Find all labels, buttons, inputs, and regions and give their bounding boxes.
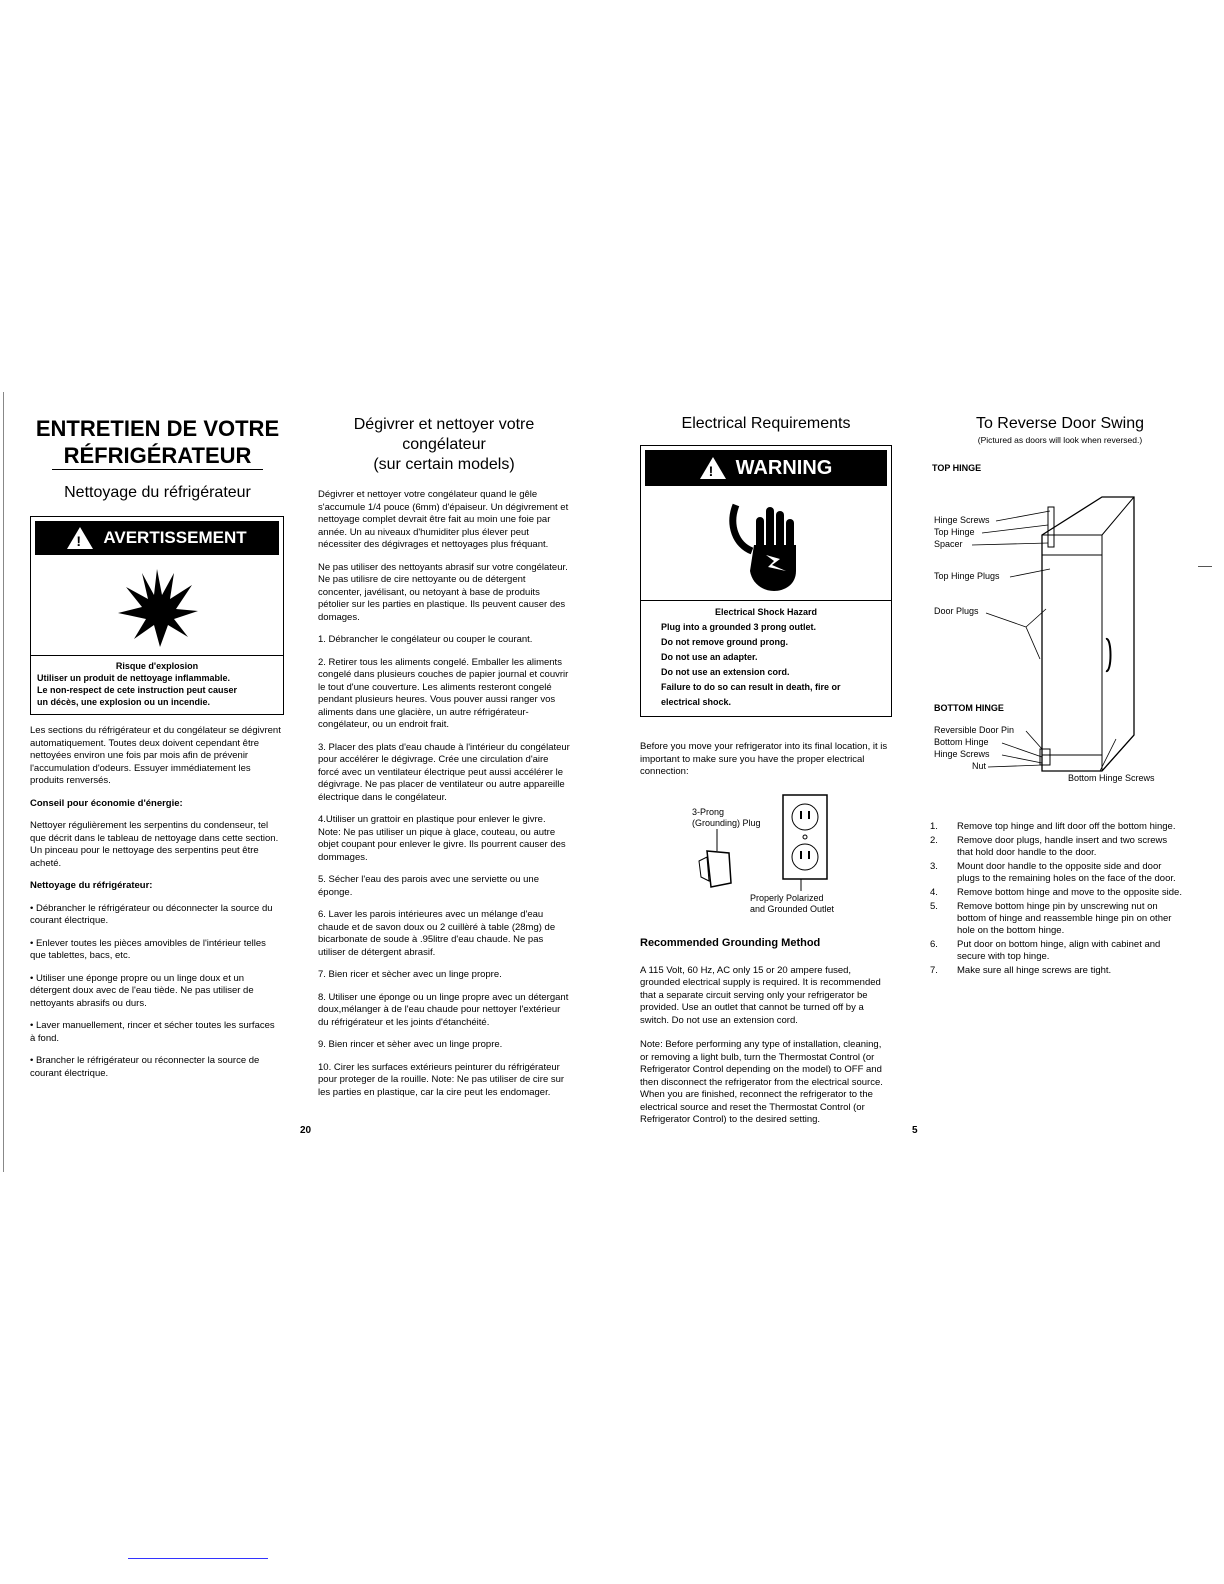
label-top-hinge: Top Hinge — [934, 527, 975, 537]
page-number-20: 20 — [300, 1125, 312, 1136]
col2-title: Dégivrer et nettoyer votre congélateur (sur certain models) — [353, 416, 535, 473]
col-degivrer — [318, 415, 570, 1109]
col-reverse-door — [930, 415, 1190, 979]
grounding-text: A 115 Volt, 60 Hz, AC only 15 or 20 ampere fused, grounded electrical supply is required. It is recommended that a separate circuit serving only your refrigerator be provided. Use an outlet that cannot be turned off by a switch. Do not use an extension cord. — [640, 964, 881, 1026]
shock-hand-icon — [641, 490, 891, 601]
label-spacer: Spacer — [934, 539, 963, 549]
label-hinge-screws: Hinge Screws — [934, 515, 990, 525]
outlet-label: Properly Polarized and Grounded Outlet — [750, 892, 835, 914]
warning-triangle-icon: ! — [67, 527, 93, 549]
hazard-text: Electrical Shock Hazard Plug into a grounded 3 prong outlet. Do not remove ground prong. Do not use an adapter. Do not use an extension cord. Failure to do so can result in death, fire or electrical shock. — [661, 607, 841, 707]
page-number-5: 5 — [912, 1125, 918, 1136]
step-item: 3. Mount door handle to the opposite side and door plugs to the remaining holes on the face of the door. — [930, 861, 1176, 884]
before-move-text: Before you move your refrigerator into its final location, it is important to make sure you have the proper electrical connection: — [640, 741, 888, 777]
explosion-icon — [31, 559, 283, 656]
electrical-warning-box — [640, 445, 892, 717]
bullet: • Brancher le réfrigérateur ou réconnecter la source de courant électrique. — [30, 1055, 260, 1079]
col2-body: Dégivrer et nettoyer votre congélateur quand le gêle s'accumule 1/4 pouce (6mm) d'épaiseur. Un dégivrement et nettoyage complet devrait être fait au moin une foie par année. Un au niveaux d'humiditer plus élever peut nécessiter des dégivrages et nettoyages plus fréquant. Ne pas utiliser des nettoyants abrasif sur votre congélateur. Ne pas utilisre de cire nettoyante ou de détergent concenter, javélisant, ou netoyant à base de produits pétolier sur les parties en plastique. Ils peuvent causer des domages. 1. Débrancher le congélateur ou couper le courant. 2. Retirer tous les aliments congelé. Emballer les aliments congelé dans plusieurs couches de papier journal et couvrir le tout d'une couverture. Les aliments resteront congelé pendant plusieurs heures. Vous pouver aussi ranger vos aliments dans une glacière, un autre réfrigérateur-congélateur, ou un endroit frait. 3. Placer des plats d'eau chaude à l'intérieur du congélateur pour accélérer le dégivrage. Crée une circulation d'aire forcé avec un ventilateur électrique peut aussi accélérer le dégivrage. Ne pas placer de ventilateur ou autre appareille électrique dans le congélateur. 4.Utiliser un grattoir en plastique pour enlever le givre. Note: Ne pas utiliser un pique à glace, couteau, ou autre objet coupant pour enlever le givre. Ils pourrent causer des dommages. 5. Sécher l'eau des parois avec une serviette ou une éponge. 6. Laver les parois intérieures avec un mélange d'eau chaude et de savon doux ou 2 cuillèré à table (28mg) de bicarbonate de soude à .95litre d'eau chaude. Ne pas utiliser de détergent abrasif. 7. Bien ricer et sècher avec un linge propre. 8. Utiliser une éponge ou un linge propre avec un détergant doux,mélanger à de l'eau chaude pour nettoyer l'extérieur du réfrigérateur et les joints d'étanchéité. 9. Bien rincer et sèher avec un linge propre. 10. Cirer les surfaces extérieurs peinturer du réfrigérateur pour proteger de la rouille. Note: Ne pas utiliser de cire sur les parties en plastique, car la cire peut les endomager. — [318, 489, 570, 1098]
col-electrical — [640, 415, 892, 1127]
step-item: 7. Make sure all hinge screws are tight. — [930, 965, 1112, 976]
label-reversible-pin: Reversible Door Pin — [934, 725, 1015, 735]
note-text: Note: Before performing any type of installation, cleaning, or removing a light bulb, turn the Thermostat Control (or Refrigerator Control depending on the model) to OFF and then disconnect the refrigerator from the electrical source. When you are finished, reconnect the refrigerator to the electrical source and reset the Thermostat Control (or Refrigerator Control) to the desired setting. — [640, 1039, 883, 1125]
step-item: 2. Remove door plugs, handle insert and two screws that hold door handle to the door. — [930, 835, 1168, 858]
left-edge-line — [3, 392, 4, 1172]
label-nut: Nut — [972, 761, 987, 771]
step-item: 6. Put door on bottom hinge, align with cabinet and secure with top hinge. — [930, 939, 1161, 962]
reverse-subtitle: (Pictured as doors will look when reversed.) — [977, 435, 1143, 445]
warning-triangle-icon: ! — [700, 457, 726, 479]
reverse-title: To Reverse Door Swing — [975, 415, 1145, 432]
bullet: • Laver manuellement, rincer et sécher toutes les surfaces à fond. — [30, 1020, 275, 1044]
electrical-title: Electrical Requirements — [681, 415, 851, 432]
top-hinge-heading: TOP HINGE — [932, 463, 982, 473]
col-entretien — [30, 415, 285, 1090]
warning-box — [30, 516, 284, 715]
page-title: ENTRETIEN DE VOTRE RÉFRIGÉRATEUR — [35, 416, 280, 468]
warning-text: Risque d'explosion Utiliser un produit de nettoyage inflammable. Le non-respect de cete instruction peut causer un décès, une explosion ou un incendie. — [37, 661, 238, 707]
plug-label: 3-Prong (Grounding) Plug — [692, 806, 761, 828]
col1-body: Les sections du réfrigérateur et du congélateur se dégivrent automatiquement. Toutes deux doivent cependant être nettoyées environ une fois par mois afin de prévenir l'accumulation d'odeurs. Essuyer immédiatement les produits renversés. Conseil pour économie d'énergie: Nettoyer régulièrement les serpentins du condenseur, tel que décrit dans le tableau de nettoyage dans cette section. Un pinceau pour le nettoyage des serpentins peut être acheté. Nettoyage du réfrigérateur: • Débrancher le réfrigérateur ou déconnecter la source du courant électrique. • Enlever toutes les pièces amovibles de l'intérieur telles que tablettes, bacs, etc. • Utiliser une éponge propre ou un linge doux et un détergent doux avec de l'eau tiède. Ne pas utiliser de nettoyants abrasifs ou durs. • Laver manuellement, rincer et sécher toutes les surfaces à fond. • Brancher le réfrigérateur ou réconnecter la source de courant électrique. — [30, 725, 281, 1079]
plug-outlet-figure — [640, 791, 892, 931]
grounding-heading: Recommended Grounding Method — [640, 936, 821, 949]
refrigerator-diagram-icon — [930, 459, 1190, 789]
bullet: • Débrancher le réfrigérateur ou déconnecter la source du courant électrique. — [30, 902, 273, 926]
step-item: 4. Remove bottom hinge and move to the opposite side. — [930, 887, 1182, 898]
label-bottom-hinge: Bottom Hinge — [934, 737, 989, 747]
label-bottom-hinge-screws: Bottom Hinge Screws — [1068, 773, 1155, 783]
right-tick — [1198, 566, 1212, 567]
warning-bar: ! AVERTISSEMENT — [35, 521, 279, 555]
subtitle: Nettoyage du réfrigérateur — [64, 484, 251, 501]
label-hinge-screws-2: Hinge Screws — [934, 749, 990, 759]
step-item: 1. Remove top hinge and lift door off the bottom hinge. — [930, 821, 1176, 832]
label-door-plugs: Door Plugs — [934, 606, 979, 616]
bullet: • Utiliser une éponge propre ou un linge doux et un détergent doux avec de l'eau tiède. Ne pas utiliser de nettoyants abrasifs ou durs. — [30, 972, 254, 1009]
bottom-hinge-heading: BOTTOM HINGE — [934, 703, 1004, 713]
reverse-steps — [930, 821, 1190, 977]
warning-bar: ! WARNING — [645, 450, 887, 486]
bottom-link-line — [128, 1558, 268, 1559]
door-diagram — [930, 459, 1190, 789]
plug-outlet-icon — [695, 791, 835, 901]
label-top-hinge-plugs: Top Hinge Plugs — [934, 571, 1000, 581]
step-item: 5. Remove bottom hinge pin by unscrewing nut on bottom of hinge and reassemble hinge pin on other hole on the bottom hinge. — [930, 901, 1172, 936]
bullet: • Enlever toutes les pièces amovibles de l'intérieur telles que tablettes, bacs, etc. — [30, 937, 266, 961]
